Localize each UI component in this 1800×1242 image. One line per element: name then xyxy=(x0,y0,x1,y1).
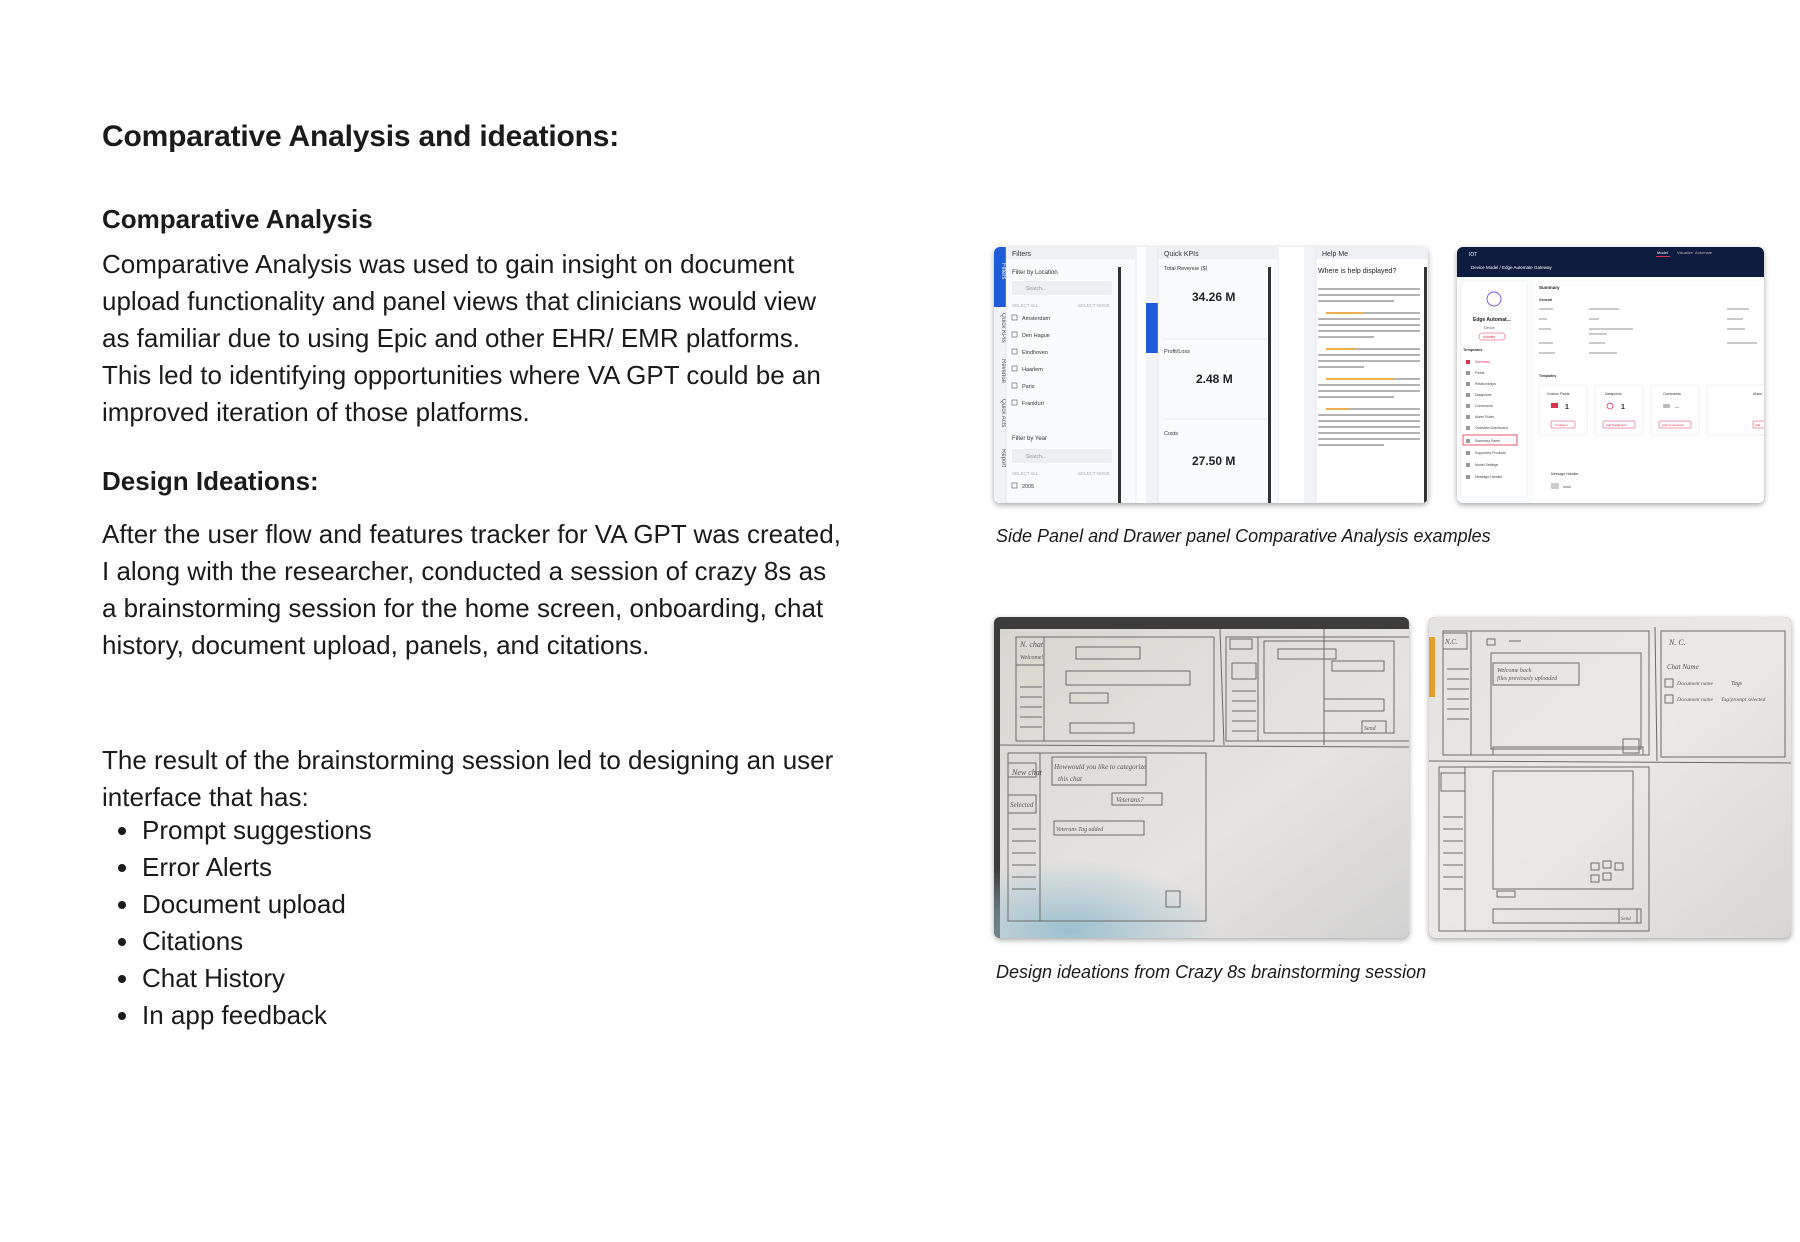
nav-item-overview-dashboard: Overview Dashboard xyxy=(1475,426,1508,430)
general-label: General xyxy=(1539,298,1553,302)
sketch-label: Welcome back xyxy=(1497,668,1532,674)
side-panel-screenshot xyxy=(994,247,1428,503)
help-question: Where is help displayed? xyxy=(1318,268,1397,275)
kpi-total-revenue-label: Total Revenue ($) xyxy=(1164,266,1208,272)
feature-item: In app feedback xyxy=(114,997,372,1034)
search-placeholder: Search... xyxy=(1026,286,1047,292)
sketch-label: Send xyxy=(1364,726,1376,732)
svg-text:SELECT NONE: SELECT NONE xyxy=(1078,471,1110,476)
sketch-label: N. chat xyxy=(1020,640,1044,649)
design-ideations-body: After the user flow and features tracker for VA GPT was created, I along with the researcher, conducted a session of crazy 8s as a brainstorming session for the home screen, onboarding, chat history, document upload, panels, and citations. xyxy=(102,519,841,660)
kpi-profit-loss-value: 2.48 M xyxy=(1196,372,1233,386)
nav-item-message-handler: Message Handler xyxy=(1475,475,1503,479)
top-nav-automate: Automate xyxy=(1695,250,1713,255)
tile-value: 1 xyxy=(1565,404,1569,411)
template-tiles xyxy=(1539,385,1764,435)
nav-item-model-settings: Model Settings xyxy=(1475,463,1499,467)
filter-by-location: Filter by Location xyxy=(1012,270,1058,276)
location-item: Frankfurt xyxy=(1022,401,1045,407)
crazy8s-sketch-2 xyxy=(1429,617,1791,938)
year-item: 2005 xyxy=(1022,484,1035,490)
tile-label: Commands xyxy=(1663,392,1681,396)
app-brand: IOT xyxy=(1469,252,1478,258)
tile-label: Custom Fields xyxy=(1547,392,1570,396)
location-item: Den Hague xyxy=(1022,333,1050,339)
sketch-label: files previously uploaded xyxy=(1497,676,1558,682)
comparative-caption: Side Panel and Drawer panel Comparative Analysis examples xyxy=(996,526,1491,546)
comparative-analysis-body: Comparative Analysis was used to gain insight on document upload functionality and panel views that clinicians would view as familiar due to using Epic and other EHR/ EMR platforms. This led to identifying opportunities where VA GPT could be an improved iteration of those platforms. xyxy=(102,249,821,427)
tile-value: 1 xyxy=(1621,404,1625,411)
feature-item: Prompt suggestions xyxy=(114,812,372,849)
nav-item-summary: Summary xyxy=(1475,360,1490,364)
kpi-total-revenue-value: 34.26 M xyxy=(1192,290,1236,304)
tile-action: Configure xyxy=(1555,423,1569,427)
feature-item: Citations xyxy=(114,923,372,960)
sketch-label: Tags xyxy=(1731,681,1743,687)
sketch-label: N.C. xyxy=(1445,638,1458,646)
vtab-quick-acts: Quick Acts xyxy=(1000,399,1006,428)
nav-item-supported-products: Supported Products xyxy=(1475,451,1506,455)
feature-item: Document upload xyxy=(114,886,372,923)
select-all: SELECT ALL xyxy=(1012,303,1039,308)
ideation-caption: Design ideations from Crazy 8s brainstorming session xyxy=(996,962,1427,982)
vtab-quick-kpis: Quick KPIs xyxy=(1000,313,1006,343)
feature-list xyxy=(114,812,372,1034)
location-item: Paris xyxy=(1022,384,1035,390)
sketch-label: Veterans? xyxy=(1116,796,1144,804)
nav-item-summary-panel: Summary Panel xyxy=(1475,439,1500,443)
filters-title: Filters xyxy=(1012,251,1032,258)
message-handler-label: Message Handler xyxy=(1551,472,1579,476)
kpi-profit-loss-label: Profit/Loss xyxy=(1164,349,1190,355)
vtab-report: Report xyxy=(1000,449,1006,468)
sketch-label: Document name xyxy=(1677,697,1713,703)
device-type: Device xyxy=(1484,326,1495,330)
tile-action: Add xyxy=(1755,423,1761,427)
nav-item-commands: Commands xyxy=(1475,404,1493,408)
nav-item-datapoints: Datapoints xyxy=(1475,393,1492,397)
kpi-costs-value: 27.50 M xyxy=(1192,454,1236,468)
breadcrumb: Device Model / Edge Automate Gateway xyxy=(1471,265,1552,270)
sketch-label: Chat Name xyxy=(1667,663,1699,671)
location-item: Eindhoven xyxy=(1022,350,1048,356)
help-me-title: Help Me xyxy=(1322,251,1349,258)
status-badge: Actively xyxy=(1483,335,1496,339)
sketch-label: Selected xyxy=(1010,801,1034,809)
nav-item-alarm-rules: Alarm Rules xyxy=(1475,415,1495,419)
sketch-label: Send xyxy=(1621,917,1631,922)
sketch-label: Veterans Tag added xyxy=(1056,827,1104,833)
tile-value: -- xyxy=(1675,405,1679,411)
comparative-analysis-heading: Comparative Analysis xyxy=(102,204,373,234)
sketch-label: this chat xyxy=(1058,775,1082,783)
crazy8s-sketch-1 xyxy=(994,617,1409,938)
sketch-label: Document name xyxy=(1677,681,1713,687)
sketch-label: Welcome! xyxy=(1020,655,1044,661)
tile-label: Datapoints xyxy=(1605,392,1622,396)
kpi-costs-label: Costs xyxy=(1164,431,1179,437)
page-title: Comparative Analysis and ideations: xyxy=(102,120,620,153)
quick-kpis-title: Quick KPIs xyxy=(1164,251,1199,258)
templates-label: Templates xyxy=(1539,374,1557,378)
sketch-label: Tag/prompt selected xyxy=(1721,697,1766,703)
vtab-filters: Filters xyxy=(1000,263,1006,280)
location-item: Amsterdam xyxy=(1022,316,1051,322)
sketch-label: New chat xyxy=(1012,768,1042,777)
nav-item-fields: Fields xyxy=(1475,371,1485,375)
sketch-label: Howwould you like to categorize xyxy=(1054,763,1147,771)
nav-header: Templates xyxy=(1463,347,1483,352)
filter-by-year: Filter by Year xyxy=(1012,436,1048,442)
result-intro: The result of the brainstorming session led to designing an user interface that has: xyxy=(102,745,834,812)
svg-text:Search...: Search... xyxy=(1026,454,1047,460)
svg-text:SELECT ALL: SELECT ALL xyxy=(1012,471,1039,476)
nav-item-relationships: Relationships xyxy=(1475,382,1497,386)
tile-action: Add Commands xyxy=(1662,423,1684,427)
design-ideations-heading: Design Ideations: xyxy=(102,466,319,496)
device-name: Edge Automat... xyxy=(1473,317,1511,323)
tile-action: Add Datapoints xyxy=(1606,423,1627,427)
summary-title: Summary xyxy=(1539,285,1560,290)
vtab-revenue: Revenue xyxy=(1000,359,1006,384)
drawer-panel-screenshot xyxy=(1457,247,1764,503)
top-nav-visualize: Visualize xyxy=(1677,250,1693,255)
location-item: Haarlem xyxy=(1022,367,1043,373)
top-nav-model: Model xyxy=(1657,250,1668,255)
tile-label: Alarm xyxy=(1753,392,1763,396)
feature-item: Chat History xyxy=(114,960,372,997)
feature-item: Error Alerts xyxy=(114,849,372,886)
select-none: SELECT NONE xyxy=(1078,303,1110,308)
sketch-label: N. C. xyxy=(1669,638,1686,647)
